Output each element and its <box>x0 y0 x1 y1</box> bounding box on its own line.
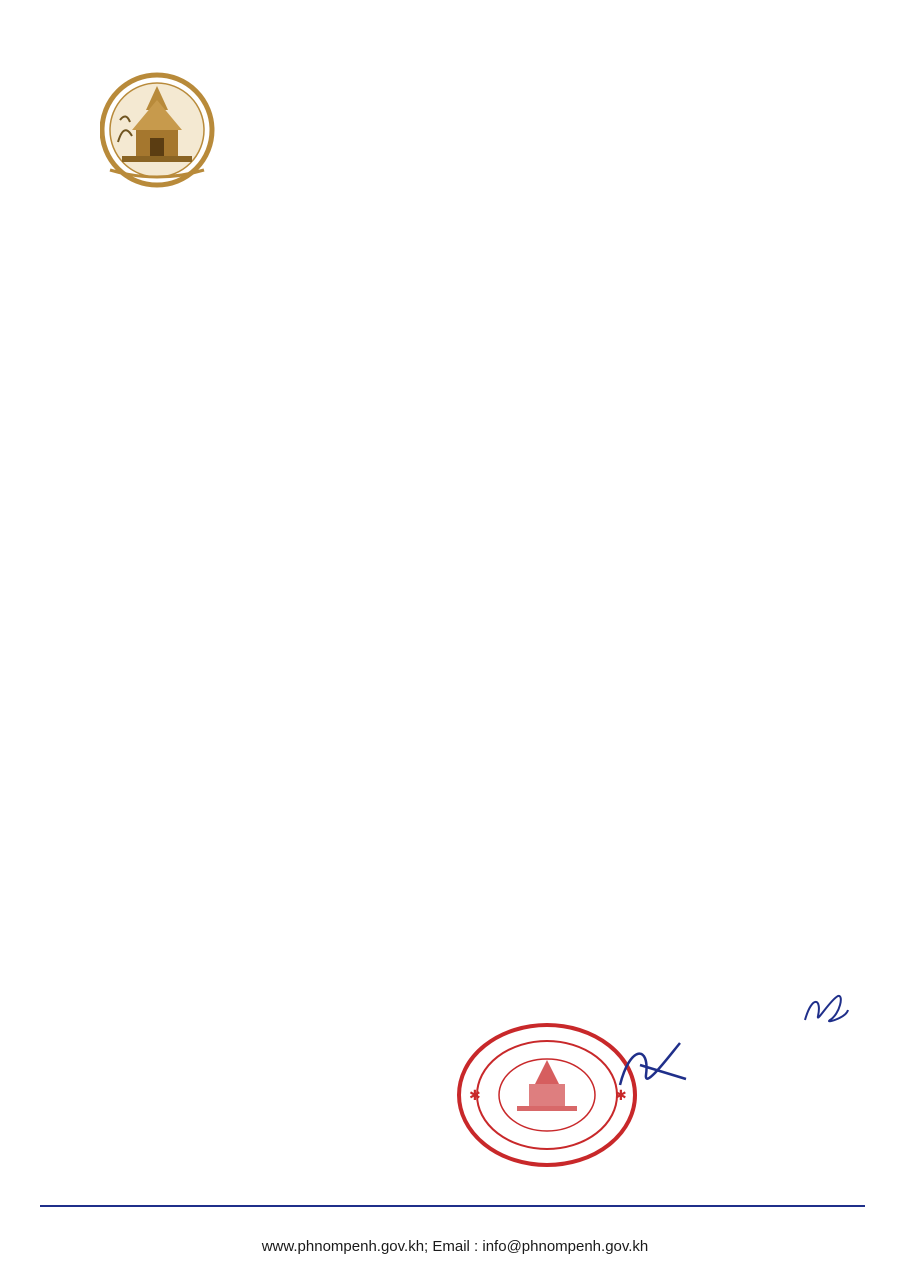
cc-heading <box>92 1015 212 1035</box>
solar-date <box>430 259 870 287</box>
cc-item <box>92 1108 382 1126</box>
body-line <box>145 590 862 620</box>
cc-purpose <box>122 1180 382 1198</box>
svg-text:✱: ✱ <box>615 1088 627 1104</box>
body-line <box>62 686 862 716</box>
body-line <box>62 952 862 982</box>
signatory-name <box>667 1150 777 1180</box>
cc-item <box>92 1162 382 1180</box>
signature-scribble <box>800 990 850 1030</box>
issuing-authority <box>62 203 302 235</box>
body-line <box>62 888 862 918</box>
body-line <box>62 484 862 514</box>
body-line <box>62 782 862 812</box>
svg-text:✱: ✱ <box>469 1088 481 1104</box>
handwritten-signature <box>610 1035 690 1095</box>
body-line <box>145 824 862 854</box>
national-motto <box>335 66 585 104</box>
cc-item <box>92 1036 382 1054</box>
body-line <box>62 548 862 578</box>
kingdom-title <box>300 22 620 62</box>
body-line <box>62 718 862 748</box>
body-line <box>145 920 862 950</box>
body-line <box>145 452 862 482</box>
lunar-date <box>430 227 870 255</box>
footer-address <box>40 1212 865 1234</box>
body-line <box>62 856 862 886</box>
cc-item <box>92 1054 382 1072</box>
reference-number <box>62 240 292 266</box>
body-line <box>62 516 862 546</box>
cc-purpose <box>122 1144 382 1162</box>
cc-item <box>92 1126 382 1144</box>
cc-purpose <box>122 1072 382 1090</box>
subject-line-2 <box>130 398 770 430</box>
footer-divider <box>40 1205 865 1207</box>
body-line <box>62 654 862 684</box>
about-label <box>390 332 490 364</box>
cc-item <box>92 1090 382 1108</box>
subject-line-1 <box>130 366 770 398</box>
body-line <box>62 622 862 652</box>
body-line <box>62 750 862 780</box>
city-hall-logo <box>100 70 215 195</box>
footer-contact: www.phnompenh.gov.kh; Email : info@phnompenh.gov.kh <box>261 1238 649 1255</box>
notice-title <box>300 298 580 332</box>
